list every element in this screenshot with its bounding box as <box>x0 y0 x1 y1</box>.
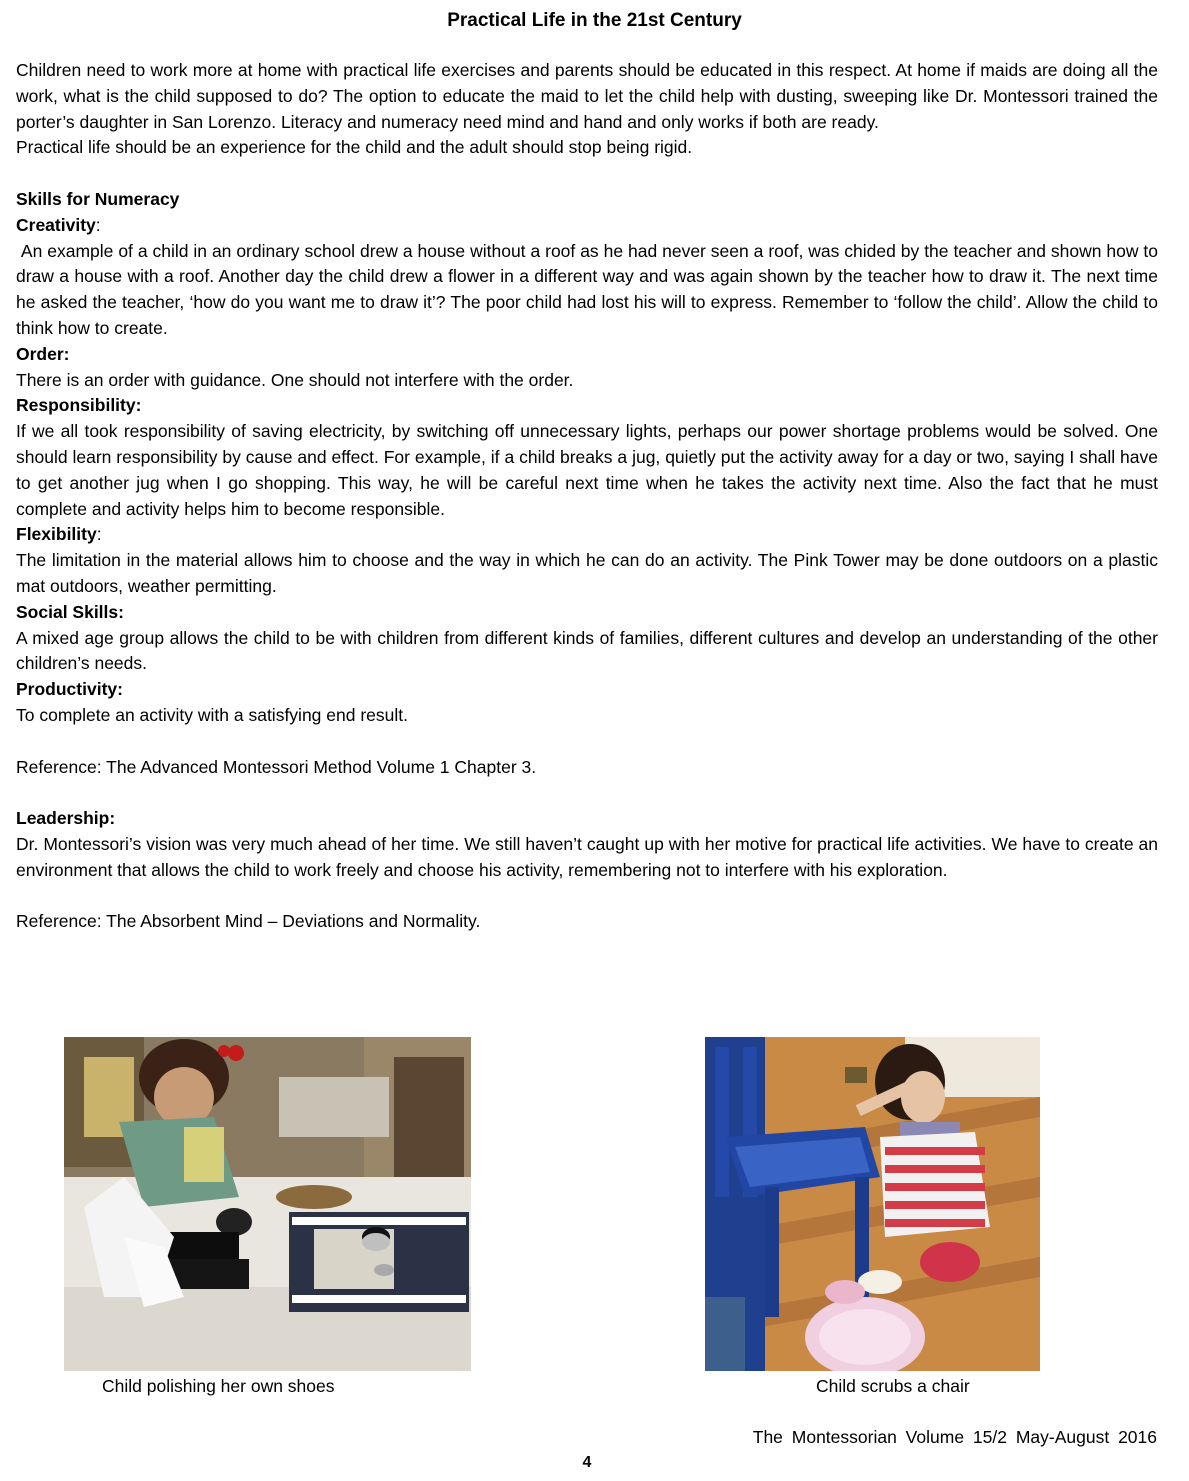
reference-2: Reference: The Absorbent Mind – Deviations and Normality. <box>16 911 481 932</box>
caption-right: Child scrubs a chair <box>816 1376 970 1396</box>
flexibility-colon: : <box>96 524 102 545</box>
caption-left: Child polishing her own shoes <box>102 1376 335 1396</box>
responsibility-label: Responsibility: <box>16 395 142 416</box>
article-body <box>16 58 1163 935</box>
leadership-text: Dr. Montessori’s vision was very much ahead of her time. We still haven’t caught up with her motive for practical life activities. We have to create an environment that allows the child to work freely and choose his activity, remembering not to interfere with his exploration. <box>16 833 1158 880</box>
creativity-text: An example of a child in an ordinary school drew a house without a roof as he had never seen a roof, was chided by the teacher and shown how to draw a house with a roof. Another day the child drew a flower in a different way and was again shown by the teacher how to draw it. The next time he asked the teacher, ‘how do you want me to draw it’? The poor child had lost his will to express. Remember to ‘follow the child’. Allow the child to think how to create. <box>16 240 1163 338</box>
intro-paragraph-2: Practical life should be an experience for the child and the adult should stop being rigid. <box>16 137 693 158</box>
order-label: Order: <box>16 343 70 364</box>
creativity-label: Creativity <box>16 214 96 235</box>
responsibility-text: If we all took responsibility of saving electricity, by switching off unnecessary lights, perhaps our power shortage problems would be solved. One should learn responsibility by cause and effect. For example, if a child breaks a jug, quietly put the activity away for a day or two, saying I shall have to get another jug when I go shopping. This way, he will be careful next time when he takes the activity next time. Also the fact that he must complete and activity helps him to become responsible. <box>16 421 1158 519</box>
photo-child-scrubs-chair <box>705 1037 1040 1371</box>
order-text: There is an order with guidance. One should not interfere with the order. <box>16 369 574 390</box>
article-title: Practical Life in the 21st Century <box>447 10 742 31</box>
photo-scrubbing-illustration <box>705 1037 1040 1371</box>
flexibility-label: Flexibility <box>16 524 97 545</box>
productivity-text: To complete an activity with a satisfying end result. <box>16 704 408 725</box>
page-number: 4 <box>582 1454 592 1471</box>
skills-heading: Skills for Numeracy <box>16 188 180 209</box>
reference-1: Reference: The Advanced Montessori Method Volume 1 Chapter 3. <box>16 756 537 777</box>
photo-child-polishing-shoes <box>64 1037 471 1371</box>
social-skills-text: A mixed age group allows the child to be with children from different kinds of families, different cultures and develop an understanding of the other children’s needs. <box>16 627 1158 674</box>
flexibility-heading <box>16 522 1158 548</box>
creativity-heading <box>16 213 1158 239</box>
creativity-colon: : <box>95 214 101 235</box>
productivity-label: Productivity: <box>16 679 123 700</box>
footer-publication: The Montessorian Volume 15/2 May-August 2016 <box>752 1427 1157 1447</box>
flexibility-text: The limitation in the material allows him to choose and the way in which he can do an activity. The Pink Tower may be done outdoors on a plastic mat outdoors, weather permitting. <box>16 550 1158 596</box>
intro-paragraph-1: Children need to work more at home with practical life exercises and parents should be educated in this respect. At home if maids are doing all the work, what is the child supposed to do? The option to educate the maid to let the child help with dusting, sweeping like Dr. Montessori trained the porter’s daughter in San Lorenzo. Literacy and numeracy need mind and hand and only works if both are ready. <box>16 60 1158 132</box>
leadership-label: Leadership: <box>16 808 116 829</box>
social-skills-label: Social Skills: <box>16 601 124 622</box>
photo-polishing-illustration <box>64 1037 471 1371</box>
